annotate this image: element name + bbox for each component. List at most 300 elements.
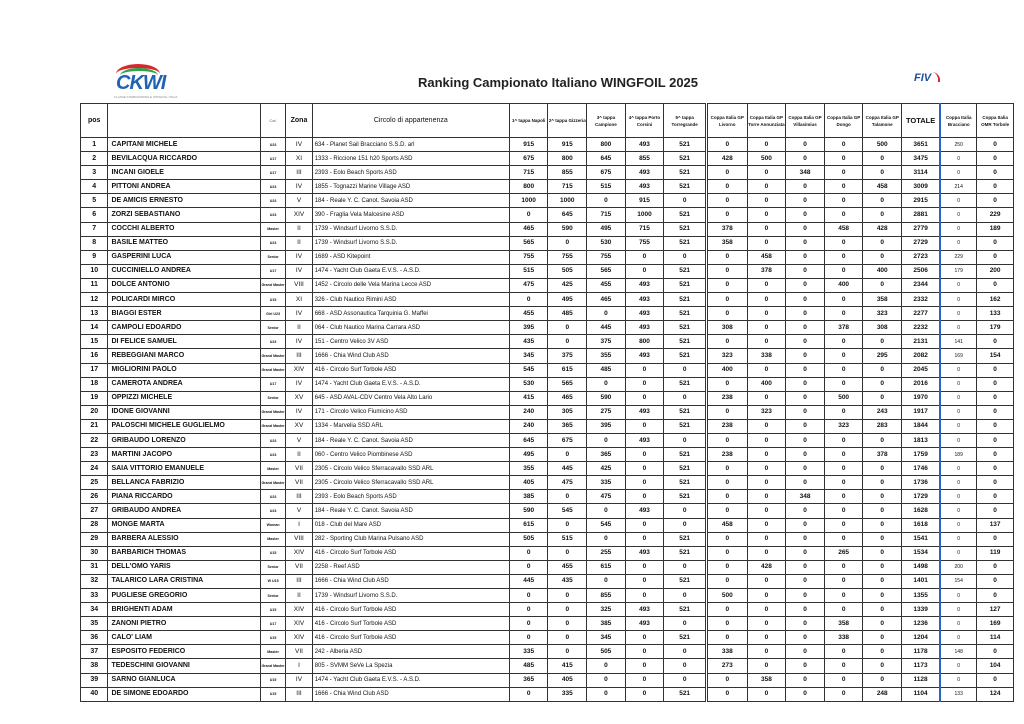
cell-name: PIANA RICCARDO — [108, 490, 260, 504]
cell-c1: 0 — [940, 236, 977, 250]
cell-t4: 493 — [625, 504, 664, 518]
table-row — [81, 405, 1014, 419]
cell-gp4: 400 — [824, 278, 863, 292]
cell-c1: 250 — [940, 138, 977, 152]
col-gp4[interactable]: Coppa Italia GP Dongo — [824, 104, 863, 138]
cell-t1: 800 — [509, 180, 548, 194]
cell-gp4: 0 — [824, 307, 863, 321]
cell-gp2: 0 — [747, 532, 786, 546]
cell-c1: 0 — [940, 222, 977, 236]
cell-t2: 335 — [548, 687, 587, 701]
cell-t1: 645 — [509, 433, 548, 447]
cell-t2: 590 — [548, 222, 587, 236]
cell-gp2: 0 — [747, 504, 786, 518]
cell-t1: 415 — [509, 391, 548, 405]
cell-t3: 0 — [587, 504, 626, 518]
cell-c2: 104 — [977, 659, 1014, 673]
cell-club: 416 - Circolo Surf Torbole ASD — [312, 617, 509, 631]
cell-gp4: 0 — [824, 560, 863, 574]
cell-club: 018 - Club del Mare ASD — [312, 518, 509, 532]
cell-name: REBEGGIANI MARCO — [108, 349, 260, 363]
cell-c2: 0 — [977, 152, 1014, 166]
table-row — [81, 433, 1014, 447]
cell-zona: I — [286, 518, 312, 532]
cell-t4: 715 — [625, 222, 664, 236]
cell-t5: 0 — [664, 363, 707, 377]
cell-t4: 0 — [625, 673, 664, 687]
cell-name: MARTINI JACOPO — [108, 448, 260, 462]
cell-totale: 1178 — [902, 645, 941, 659]
cell-name: CUCCINIELLO ANDREA — [108, 264, 260, 278]
cell-zona: III — [286, 687, 312, 701]
col-c2[interactable]: Coppa Italia OMR Torbole — [977, 104, 1014, 138]
cell-c2: 0 — [977, 335, 1014, 349]
cell-gp5: 0 — [863, 574, 902, 588]
cell-t5: 521 — [664, 208, 707, 222]
cell-gp1: 0 — [706, 546, 747, 560]
cell-gp4: 0 — [824, 166, 863, 180]
cell-cat: Grand Master — [260, 278, 285, 292]
cell-t2: 0 — [548, 617, 587, 631]
cell-t4: 1000 — [625, 208, 664, 222]
cell-t2: 0 — [548, 546, 587, 560]
table-header — [81, 104, 1014, 138]
col-t5[interactable]: 5^ tappa Torregrande — [664, 104, 707, 138]
cell-t2: 495 — [548, 293, 587, 307]
col-gp3[interactable]: Coppa Italia GP Villasimius — [786, 104, 825, 138]
cell-club: 1666 - Chia Wind Club ASD — [312, 687, 509, 701]
cell-t5: 521 — [664, 574, 707, 588]
cell-gp4: 0 — [824, 673, 863, 687]
cell-gp2: 0 — [747, 603, 786, 617]
cell-t4: 755 — [625, 236, 664, 250]
cell-name: GASPERINI LUCA — [108, 250, 260, 264]
cell-t4: 0 — [625, 391, 664, 405]
cell-c1: 189 — [940, 448, 977, 462]
cell-t5: 0 — [664, 645, 707, 659]
cell-pos: 39 — [81, 673, 108, 687]
cell-t1: 0 — [509, 589, 548, 603]
cell-t5: 521 — [664, 321, 707, 335]
cell-zona: IV — [286, 377, 312, 391]
cell-name: DE AMICIS ERNESTO — [108, 194, 260, 208]
cell-cat: Grand Master — [260, 405, 285, 419]
col-zona[interactable]: Zona — [286, 104, 312, 138]
cell-zona: III — [286, 166, 312, 180]
cell-t2: 365 — [548, 419, 587, 433]
cell-t1: 675 — [509, 152, 548, 166]
cell-club: 2393 - Eolo Beach Sports ASD — [312, 166, 509, 180]
cell-cat: U23 — [260, 448, 285, 462]
cell-zona: III — [286, 490, 312, 504]
cell-c2: 127 — [977, 603, 1014, 617]
table-row — [81, 363, 1014, 377]
cell-t3: 485 — [587, 363, 626, 377]
cell-c2: 169 — [977, 617, 1014, 631]
cell-name: BRIGHENTI ADAM — [108, 603, 260, 617]
cell-gp2: 428 — [747, 560, 786, 574]
cell-gp5: 243 — [863, 405, 902, 419]
cell-club: 416 - Circolo Surf Torbole ASD — [312, 603, 509, 617]
cell-pos: 8 — [81, 236, 108, 250]
cell-pos: 27 — [81, 504, 108, 518]
cell-t5: 521 — [664, 405, 707, 419]
cell-gp5: 0 — [863, 278, 902, 292]
cell-t4: 0 — [625, 574, 664, 588]
cell-t5: 521 — [664, 462, 707, 476]
cell-t3: 565 — [587, 264, 626, 278]
col-gp5[interactable]: Coppa Italia GP Talamone — [863, 104, 902, 138]
cell-t2: 0 — [548, 518, 587, 532]
cell-t3: 385 — [587, 617, 626, 631]
cell-t2: 305 — [548, 405, 587, 419]
cell-t2: 455 — [548, 560, 587, 574]
cell-gp4: 0 — [824, 574, 863, 588]
cell-gp3: 0 — [786, 349, 825, 363]
cell-name: PALOSCHI MICHELE GUGLIELMO — [108, 419, 260, 433]
cell-totale: 1970 — [902, 391, 941, 405]
table-row — [81, 546, 1014, 560]
cell-cat: U15 — [260, 293, 285, 307]
cell-t1: 465 — [509, 222, 548, 236]
cell-pos: 11 — [81, 278, 108, 292]
cell-zona: IV — [286, 405, 312, 419]
col-t4[interactable]: 4^ tappa Porto Corsini — [625, 104, 664, 138]
cell-t3: 855 — [587, 589, 626, 603]
cell-pos: 9 — [81, 250, 108, 264]
cell-gp3: 0 — [786, 405, 825, 419]
cell-name: MONGE MARTA — [108, 518, 260, 532]
cell-gp1: 0 — [706, 462, 747, 476]
col-gp1[interactable]: Coppa Italia GP Livorno — [706, 104, 747, 138]
table-row — [81, 532, 1014, 546]
cell-gp2: 0 — [747, 222, 786, 236]
cell-gp1: 378 — [706, 222, 747, 236]
cell-gp4: 500 — [824, 391, 863, 405]
cell-gp2: 0 — [747, 659, 786, 673]
cell-t4: 493 — [625, 603, 664, 617]
cell-c2: 229 — [977, 208, 1014, 222]
cell-t3: 615 — [587, 560, 626, 574]
cell-name: CAPITANI MICHELE — [108, 138, 260, 152]
cell-t5: 0 — [664, 433, 707, 447]
col-name[interactable] — [108, 104, 260, 138]
cell-t3: 645 — [587, 152, 626, 166]
cell-totale: 1759 — [902, 448, 941, 462]
cell-c1: 0 — [940, 194, 977, 208]
cell-name: BIAGGI ESTER — [108, 307, 260, 321]
cell-gp5: 378 — [863, 448, 902, 462]
cell-c2: 0 — [977, 645, 1014, 659]
cell-gp2: 400 — [747, 377, 786, 391]
cell-t4: 0 — [625, 631, 664, 645]
cell-totale: 1736 — [902, 476, 941, 490]
cell-pos: 17 — [81, 363, 108, 377]
col-t2[interactable]: 2^ tappa Gizzeria — [548, 104, 587, 138]
cell-cat: Master — [260, 532, 285, 546]
cell-gp4: 0 — [824, 589, 863, 603]
cell-gp4: 0 — [824, 293, 863, 307]
cell-gp3: 0 — [786, 321, 825, 335]
cell-club: 171 - Circolo Velico Fiumicino ASD — [312, 405, 509, 419]
cell-zona: II — [286, 236, 312, 250]
cell-gp5: 0 — [863, 589, 902, 603]
cell-c1: 0 — [940, 631, 977, 645]
cell-gp1: 0 — [706, 405, 747, 419]
cell-c2: 0 — [977, 138, 1014, 152]
cell-t1: 445 — [509, 574, 548, 588]
cell-cat: Senior — [260, 589, 285, 603]
cell-t5: 521 — [664, 222, 707, 236]
cell-gp1: 0 — [706, 194, 747, 208]
cell-t2: 645 — [548, 208, 587, 222]
cell-t3: 675 — [587, 166, 626, 180]
cell-c1: 0 — [940, 546, 977, 560]
cell-totale: 1104 — [902, 687, 941, 701]
cell-totale: 1618 — [902, 518, 941, 532]
cell-zona: VIII — [286, 532, 312, 546]
cell-gp4: 0 — [824, 335, 863, 349]
cell-zona: II — [286, 448, 312, 462]
cell-pos: 14 — [81, 321, 108, 335]
cell-t1: 0 — [509, 617, 548, 631]
cell-gp4: 0 — [824, 659, 863, 673]
cell-gp5: 0 — [863, 546, 902, 560]
cell-zona: II — [286, 321, 312, 335]
cell-zona: VII — [286, 462, 312, 476]
col-gp2[interactable]: Coppa Italia GP Torre Annunziata — [747, 104, 786, 138]
cell-gp2: 0 — [747, 617, 786, 631]
cell-pos: 26 — [81, 490, 108, 504]
cell-c1: 0 — [940, 532, 977, 546]
cell-zona: II — [286, 222, 312, 236]
col-t1[interactable]: 1^ tappa Napoli — [509, 104, 548, 138]
cell-gp3: 0 — [786, 152, 825, 166]
cell-gp3: 0 — [786, 687, 825, 701]
cell-zona: IV — [286, 673, 312, 687]
cell-totale: 3009 — [902, 180, 941, 194]
cell-gp2: 0 — [747, 180, 786, 194]
cell-name: IDONE GIOVANNI — [108, 405, 260, 419]
cell-cat: U23 — [260, 335, 285, 349]
cell-gp2: 0 — [747, 194, 786, 208]
cell-t5: 521 — [664, 603, 707, 617]
cell-club: 242 - Alberia ASD — [312, 645, 509, 659]
cell-c1: 154 — [940, 574, 977, 588]
cell-t3: 465 — [587, 293, 626, 307]
cell-totale: 2016 — [902, 377, 941, 391]
cell-gp4: 0 — [824, 250, 863, 264]
cell-t1: 0 — [509, 687, 548, 701]
cell-t3: 715 — [587, 208, 626, 222]
cell-t5: 521 — [664, 166, 707, 180]
cell-gp4: 0 — [824, 433, 863, 447]
cell-gp1: 0 — [706, 673, 747, 687]
cell-club: 1474 - Yacht Club Gaeta E.V.S. - A.S.D. — [312, 377, 509, 391]
col-t3[interactable]: 3^ tappa Campione — [587, 104, 626, 138]
cell-name: DI FELICE SAMUEL — [108, 335, 260, 349]
cell-pos: 6 — [81, 208, 108, 222]
cell-t3: 0 — [587, 659, 626, 673]
cell-zona: XV — [286, 419, 312, 433]
cell-t4: 493 — [625, 546, 664, 560]
cell-gp5: 458 — [863, 180, 902, 194]
cell-gp3: 0 — [786, 236, 825, 250]
cell-pos: 38 — [81, 659, 108, 673]
cell-t3: 255 — [587, 546, 626, 560]
cell-t3: 590 — [587, 391, 626, 405]
cell-t5: 521 — [664, 687, 707, 701]
cell-gp1: 0 — [706, 180, 747, 194]
cell-gp3: 0 — [786, 377, 825, 391]
cell-pos: 33 — [81, 589, 108, 603]
cell-t1: 345 — [509, 349, 548, 363]
cell-c2: 0 — [977, 236, 1014, 250]
cell-gp3: 0 — [786, 659, 825, 673]
cell-gp1: 0 — [706, 687, 747, 701]
cell-t2: 415 — [548, 659, 587, 673]
col-totale[interactable]: TOTALE — [902, 104, 941, 138]
cell-t1: 0 — [509, 293, 548, 307]
cell-totale: 1173 — [902, 659, 941, 673]
cell-t1: 565 — [509, 236, 548, 250]
cell-totale: 2232 — [902, 321, 941, 335]
cell-name: TALARICO LARA CRISTINA — [108, 574, 260, 588]
cell-name: ZANONI PIETRO — [108, 617, 260, 631]
cell-gp3: 0 — [786, 546, 825, 560]
cell-gp1: 0 — [706, 138, 747, 152]
cell-t5: 521 — [664, 448, 707, 462]
cell-gp5: 358 — [863, 293, 902, 307]
cell-gp5: 0 — [863, 603, 902, 617]
cell-t4: 0 — [625, 476, 664, 490]
cell-t3: 530 — [587, 236, 626, 250]
cell-cat: U23 — [260, 194, 285, 208]
cell-c1: 0 — [940, 405, 977, 419]
cell-club: 2305 - Circolo Velico Sferracavallo SSD ARL — [312, 476, 509, 490]
cell-gp1: 0 — [706, 293, 747, 307]
cell-name: BARBERA ALESSIO — [108, 532, 260, 546]
cell-gp3: 0 — [786, 631, 825, 645]
cell-cat: U15 — [260, 631, 285, 645]
cell-t5: 0 — [664, 518, 707, 532]
cell-cat: U15 — [260, 687, 285, 701]
cell-t3: 475 — [587, 490, 626, 504]
col-c1[interactable]: Coppa Italia Bracciano — [940, 104, 977, 138]
cell-t2: 505 — [548, 264, 587, 278]
cell-gp4: 0 — [824, 194, 863, 208]
cell-gp2: 0 — [747, 278, 786, 292]
cell-t2: 675 — [548, 433, 587, 447]
cell-t3: 0 — [587, 687, 626, 701]
cell-c1: 0 — [940, 433, 977, 447]
cell-c2: 179 — [977, 321, 1014, 335]
cell-gp3: 0 — [786, 391, 825, 405]
table-row — [81, 560, 1014, 574]
cell-c2: 0 — [977, 532, 1014, 546]
cell-t2: 0 — [548, 631, 587, 645]
cell-totale: 1236 — [902, 617, 941, 631]
cell-name: COCCHI ALBERTO — [108, 222, 260, 236]
col-cat[interactable]: Cat. — [260, 104, 285, 138]
cell-gp5: 308 — [863, 321, 902, 335]
cell-gp1: 238 — [706, 391, 747, 405]
table-row — [81, 603, 1014, 617]
cell-gp1: 273 — [706, 659, 747, 673]
cell-totale: 1844 — [902, 419, 941, 433]
cell-zona: XIV — [286, 631, 312, 645]
cell-gp5: 0 — [863, 250, 902, 264]
cell-t4: 493 — [625, 166, 664, 180]
cell-gp2: 0 — [747, 448, 786, 462]
cell-name: SARNO GIANLUCA — [108, 673, 260, 687]
table-row — [81, 659, 1014, 673]
cell-t4: 493 — [625, 180, 664, 194]
cell-name: BASILE MATTEO — [108, 236, 260, 250]
cell-gp5: 400 — [863, 264, 902, 278]
cell-t4: 0 — [625, 645, 664, 659]
cell-c2: 0 — [977, 448, 1014, 462]
cell-gp4: 0 — [824, 138, 863, 152]
cell-t1: 395 — [509, 321, 548, 335]
cell-gp4: 0 — [824, 504, 863, 518]
cell-totale: 2332 — [902, 293, 941, 307]
cell-c2: 0 — [977, 363, 1014, 377]
col-club[interactable]: Circolo di appartenenza — [312, 104, 509, 138]
cell-t5: 521 — [664, 180, 707, 194]
cell-pos: 7 — [81, 222, 108, 236]
cell-gp2: 323 — [747, 405, 786, 419]
cell-gp2: 0 — [747, 236, 786, 250]
col-pos[interactable]: pos — [81, 104, 108, 138]
cell-gp4: 0 — [824, 603, 863, 617]
table-row — [81, 307, 1014, 321]
cell-cat: U15 — [260, 673, 285, 687]
cell-gp4: 358 — [824, 617, 863, 631]
cell-t1: 915 — [509, 138, 548, 152]
cell-club: 151 - Centro Velico 3V ASD — [312, 335, 509, 349]
cell-t5: 521 — [664, 490, 707, 504]
table-row — [81, 194, 1014, 208]
cell-club: 1689 - ASD Kitepoint — [312, 250, 509, 264]
cell-t3: 395 — [587, 419, 626, 433]
cell-t5: 521 — [664, 264, 707, 278]
cell-cat: U17 — [260, 264, 285, 278]
cell-name: CALO' LIAM — [108, 631, 260, 645]
table-row — [81, 574, 1014, 588]
cell-c1: 0 — [940, 293, 977, 307]
cell-gp3: 348 — [786, 490, 825, 504]
cell-zona: VIII — [286, 278, 312, 292]
cell-t5: 0 — [664, 673, 707, 687]
cell-t5: 0 — [664, 250, 707, 264]
cell-name: POLICARDI MIRCO — [108, 293, 260, 307]
cell-gp1: 338 — [706, 645, 747, 659]
cell-t2: 375 — [548, 349, 587, 363]
cell-gp5: 0 — [863, 659, 902, 673]
cell-name: DELL'OMO YARIS — [108, 560, 260, 574]
cell-gp1: 458 — [706, 518, 747, 532]
cell-gp2: 0 — [747, 631, 786, 645]
cell-gp2: 0 — [747, 433, 786, 447]
cell-pos: 35 — [81, 617, 108, 631]
cell-gp1: 0 — [706, 490, 747, 504]
cell-zona: XI — [286, 293, 312, 307]
cell-t2: 0 — [548, 448, 587, 462]
cell-totale: 1401 — [902, 574, 941, 588]
cell-pos: 23 — [81, 448, 108, 462]
cell-c2: 0 — [977, 377, 1014, 391]
